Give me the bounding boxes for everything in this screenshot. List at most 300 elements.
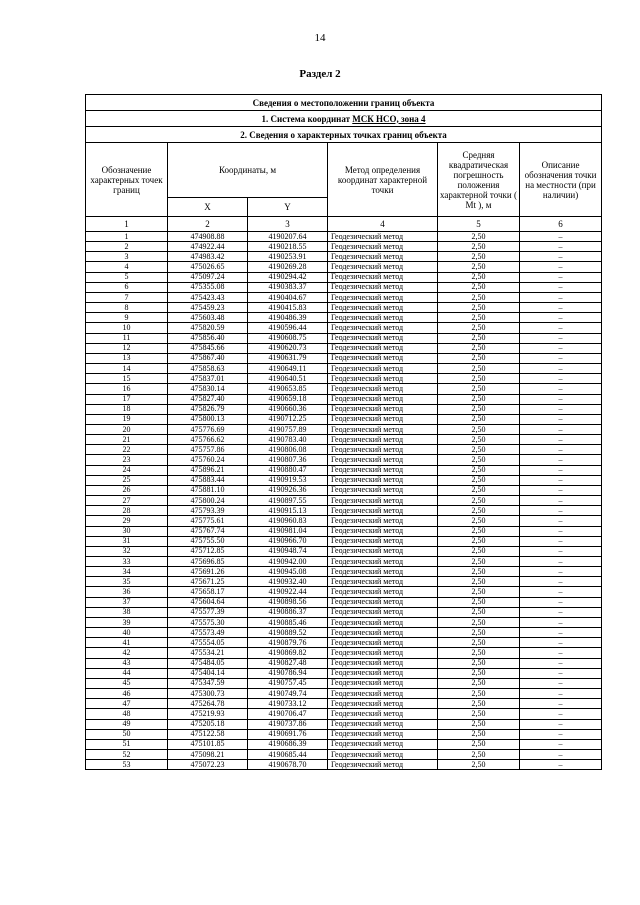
- coord-x: 475776.69: [168, 424, 248, 434]
- point-number: 22: [86, 445, 168, 455]
- accuracy: 2,50: [438, 760, 520, 770]
- description: –: [520, 242, 602, 252]
- accuracy: 2,50: [438, 638, 520, 648]
- description: –: [520, 587, 602, 597]
- description: –: [520, 374, 602, 384]
- point-number: 31: [86, 536, 168, 546]
- coord-x: 475554.05: [168, 638, 248, 648]
- coordinate-system-name: МСК НСО, зона 4: [352, 113, 426, 124]
- method: Геодезический метод: [328, 475, 438, 485]
- table-row: [86, 272, 602, 282]
- coord-x: 475484.05: [168, 658, 248, 668]
- point-number: 16: [86, 384, 168, 394]
- table-row: [86, 638, 602, 648]
- section-title: Раздел 2: [299, 68, 341, 80]
- point-number: 41: [86, 638, 168, 648]
- accuracy: 2,50: [438, 648, 520, 658]
- accuracy: 2,50: [438, 353, 520, 363]
- table-row: [86, 658, 602, 668]
- point-number: 1: [86, 232, 168, 242]
- coord-y: 4190757.89: [248, 424, 328, 434]
- coord-y: 4190981.04: [248, 526, 328, 536]
- accuracy: 2,50: [438, 516, 520, 526]
- method: Геодезический метод: [328, 567, 438, 577]
- coord-x: 475122.58: [168, 729, 248, 739]
- method: Геодезический метод: [328, 506, 438, 516]
- coord-y: 4190869.82: [248, 648, 328, 658]
- coord-y: 4190653.85: [248, 384, 328, 394]
- characteristic-points-heading: 2. Сведения о характерных точках границ объекта: [86, 127, 602, 143]
- accuracy: 2,50: [438, 394, 520, 404]
- point-number: 17: [86, 394, 168, 404]
- description: –: [520, 353, 602, 363]
- coord-y: 4190733.12: [248, 699, 328, 709]
- point-number: 42: [86, 648, 168, 658]
- accuracy: 2,50: [438, 414, 520, 424]
- point-number: 6: [86, 282, 168, 292]
- coord-y: 4190659.18: [248, 394, 328, 404]
- accuracy: 2,50: [438, 689, 520, 699]
- method: Геодезический метод: [328, 282, 438, 292]
- coord-x: 475026.65: [168, 262, 248, 272]
- header-description: Описание обозначения точки на местности (при наличии): [520, 143, 602, 217]
- description: –: [520, 404, 602, 414]
- coord-y: 4190294.42: [248, 272, 328, 282]
- description: –: [520, 445, 602, 455]
- coord-x: 475671.25: [168, 577, 248, 587]
- description: –: [520, 384, 602, 394]
- point-number: 36: [86, 587, 168, 597]
- coord-x: 475858.63: [168, 364, 248, 374]
- table-row: [86, 699, 602, 709]
- accuracy: 2,50: [438, 536, 520, 546]
- table-row: [86, 475, 602, 485]
- table-row: [86, 628, 602, 638]
- description: –: [520, 668, 602, 678]
- header-y: Y: [248, 198, 328, 217]
- coord-x: 475830.14: [168, 384, 248, 394]
- description: –: [520, 414, 602, 424]
- method: Геодезический метод: [328, 709, 438, 719]
- coord-x: 475827.40: [168, 394, 248, 404]
- object-boundaries-heading: Сведения о местоположении границ объекта: [86, 95, 602, 111]
- coord-y: 4190712.25: [248, 414, 328, 424]
- point-number: 33: [86, 557, 168, 567]
- table-row: [86, 546, 602, 556]
- point-number: 44: [86, 668, 168, 678]
- method: Геодезический метод: [328, 252, 438, 262]
- description: –: [520, 333, 602, 343]
- coord-x: 474983.42: [168, 252, 248, 262]
- coord-x: 475300.73: [168, 689, 248, 699]
- method: Геодезический метод: [328, 739, 438, 749]
- point-number: 40: [86, 628, 168, 638]
- coord-x: 475856.40: [168, 333, 248, 343]
- method: Геодезический метод: [328, 424, 438, 434]
- table-row: [86, 353, 602, 363]
- coord-x: 475793.39: [168, 506, 248, 516]
- description: –: [520, 577, 602, 587]
- header-point-designation: Обозначение характерных точек границ: [86, 143, 168, 217]
- method: Геодезический метод: [328, 414, 438, 424]
- description: –: [520, 607, 602, 617]
- table-row: [86, 333, 602, 343]
- accuracy: 2,50: [438, 435, 520, 445]
- table-row: [86, 496, 602, 506]
- table-row: [86, 424, 602, 434]
- header-x: X: [168, 198, 248, 217]
- coord-x: 475767.74: [168, 526, 248, 536]
- method: Геодезический метод: [328, 760, 438, 770]
- coord-y: 4190691.76: [248, 729, 328, 739]
- table-row: [86, 678, 602, 688]
- method: Геодезический метод: [328, 272, 438, 282]
- description: –: [520, 638, 602, 648]
- accuracy: 2,50: [438, 597, 520, 607]
- description: –: [520, 689, 602, 699]
- table-row: [86, 597, 602, 607]
- coord-x: 475347.59: [168, 678, 248, 688]
- method: Геодезический метод: [328, 597, 438, 607]
- point-number: 11: [86, 333, 168, 343]
- coord-x: 475205.18: [168, 719, 248, 729]
- description: –: [520, 496, 602, 506]
- description: –: [520, 323, 602, 333]
- coord-x: 474922.44: [168, 242, 248, 252]
- description: –: [520, 719, 602, 729]
- coord-y: 4190932.40: [248, 577, 328, 587]
- coord-x: 475712.85: [168, 546, 248, 556]
- point-number: 10: [86, 323, 168, 333]
- table-row: [86, 577, 602, 587]
- coord-x: 475534.21: [168, 648, 248, 658]
- table-row: [86, 709, 602, 719]
- table-row: [86, 384, 602, 394]
- accuracy: 2,50: [438, 749, 520, 759]
- coord-x: 475264.78: [168, 699, 248, 709]
- description: –: [520, 424, 602, 434]
- method: Геодезический метод: [328, 374, 438, 384]
- table-row: [86, 607, 602, 617]
- table-row: [86, 282, 602, 292]
- method: Геодезический метод: [328, 313, 438, 323]
- method: Геодезический метод: [328, 638, 438, 648]
- coord-x: 475845.66: [168, 343, 248, 353]
- coord-y: 4190966.70: [248, 536, 328, 546]
- coord-y: 4190960.83: [248, 516, 328, 526]
- coord-x: 475820.59: [168, 323, 248, 333]
- method: Геодезический метод: [328, 648, 438, 658]
- point-number: 50: [86, 729, 168, 739]
- accuracy: 2,50: [438, 313, 520, 323]
- column-number: 2: [168, 217, 248, 232]
- column-number: 5: [438, 217, 520, 232]
- coord-y: 4190737.86: [248, 719, 328, 729]
- table-row: [86, 587, 602, 597]
- coordinate-system-prefix: 1. Система координат: [261, 113, 353, 124]
- coord-x: 475219.93: [168, 709, 248, 719]
- coord-x: 475355.08: [168, 282, 248, 292]
- coord-y: 4190919.53: [248, 475, 328, 485]
- description: –: [520, 557, 602, 567]
- method: Геодезический метод: [328, 557, 438, 567]
- point-number: 19: [86, 414, 168, 424]
- coord-y: 4190897.55: [248, 496, 328, 506]
- table-row: [86, 374, 602, 384]
- table-row: [86, 729, 602, 739]
- method: Геодезический метод: [328, 262, 438, 272]
- coord-y: 4190757.45: [248, 678, 328, 688]
- point-number: 26: [86, 485, 168, 495]
- method: Геодезический метод: [328, 404, 438, 414]
- coord-x: 475573.49: [168, 628, 248, 638]
- description: –: [520, 465, 602, 475]
- point-number: 9: [86, 313, 168, 323]
- coord-x: 475766.62: [168, 435, 248, 445]
- table-row: [86, 323, 602, 333]
- description: –: [520, 455, 602, 465]
- point-number: 15: [86, 374, 168, 384]
- point-number: 39: [86, 617, 168, 627]
- description: –: [520, 516, 602, 526]
- method: Геодезический метод: [328, 516, 438, 526]
- table-row: [86, 567, 602, 577]
- accuracy: 2,50: [438, 232, 520, 242]
- column-number: 6: [520, 217, 602, 232]
- point-number: 21: [86, 435, 168, 445]
- description: –: [520, 729, 602, 739]
- table-row: [86, 364, 602, 374]
- boundary-points-table: [85, 94, 602, 770]
- coord-x: 475867.40: [168, 353, 248, 363]
- table-row: [86, 252, 602, 262]
- method: Геодезический метод: [328, 749, 438, 759]
- accuracy: 2,50: [438, 272, 520, 282]
- description: –: [520, 546, 602, 556]
- table-row: [86, 435, 602, 445]
- description: –: [520, 617, 602, 627]
- description: –: [520, 475, 602, 485]
- coord-x: 475800.13: [168, 414, 248, 424]
- point-number: 28: [86, 506, 168, 516]
- coord-x: 475883.44: [168, 475, 248, 485]
- coord-y: 4190596.44: [248, 323, 328, 333]
- method: Геодезический метод: [328, 719, 438, 729]
- accuracy: 2,50: [438, 668, 520, 678]
- point-number: 12: [86, 343, 168, 353]
- accuracy: 2,50: [438, 628, 520, 638]
- coord-y: 4190879.76: [248, 638, 328, 648]
- coord-y: 4190486.39: [248, 313, 328, 323]
- table-row: [86, 617, 602, 627]
- table-row: [86, 749, 602, 759]
- accuracy: 2,50: [438, 739, 520, 749]
- coord-x: 475691.26: [168, 567, 248, 577]
- description: –: [520, 658, 602, 668]
- coord-x: 475577.39: [168, 607, 248, 617]
- coord-x: 475097.24: [168, 272, 248, 282]
- accuracy: 2,50: [438, 424, 520, 434]
- coord-y: 4190786.94: [248, 668, 328, 678]
- point-number: 7: [86, 292, 168, 302]
- description: –: [520, 739, 602, 749]
- accuracy: 2,50: [438, 496, 520, 506]
- accuracy: 2,50: [438, 567, 520, 577]
- point-number: 25: [86, 475, 168, 485]
- method: Геодезический метод: [328, 303, 438, 313]
- accuracy: 2,50: [438, 485, 520, 495]
- accuracy: 2,50: [438, 404, 520, 414]
- table-row: [86, 313, 602, 323]
- method: Геодезический метод: [328, 364, 438, 374]
- accuracy: 2,50: [438, 343, 520, 353]
- header-coordinates: Координаты, м: [168, 143, 328, 198]
- description: –: [520, 749, 602, 759]
- table-row: [86, 414, 602, 424]
- coord-x: 475404.14: [168, 668, 248, 678]
- coord-x: 475837.01: [168, 374, 248, 384]
- table-row: [86, 343, 602, 353]
- description: –: [520, 435, 602, 445]
- method: Геодезический метод: [328, 607, 438, 617]
- method: Геодезический метод: [328, 587, 438, 597]
- method: Геодезический метод: [328, 333, 438, 343]
- description: –: [520, 567, 602, 577]
- method: Геодезический метод: [328, 485, 438, 495]
- method: Геодезический метод: [328, 496, 438, 506]
- coord-x: 475896.21: [168, 465, 248, 475]
- accuracy: 2,50: [438, 282, 520, 292]
- coord-y: 4190253.91: [248, 252, 328, 262]
- table-row: [86, 394, 602, 404]
- description: –: [520, 292, 602, 302]
- description: –: [520, 394, 602, 404]
- table-row: [86, 648, 602, 658]
- method: Геодезический метод: [328, 343, 438, 353]
- method: Геодезический метод: [328, 445, 438, 455]
- point-number: 47: [86, 699, 168, 709]
- point-number: 49: [86, 719, 168, 729]
- description: –: [520, 272, 602, 282]
- table-row: [86, 465, 602, 475]
- coord-y: 4190383.37: [248, 282, 328, 292]
- point-number: 20: [86, 424, 168, 434]
- coord-y: 4190218.55: [248, 242, 328, 252]
- column-number: 1: [86, 217, 168, 232]
- accuracy: 2,50: [438, 546, 520, 556]
- table-row: [86, 404, 602, 414]
- method: Геодезический метод: [328, 658, 438, 668]
- coord-y: 4190889.52: [248, 628, 328, 638]
- coord-y: 4190269.28: [248, 262, 328, 272]
- description: –: [520, 709, 602, 719]
- method: Геодезический метод: [328, 689, 438, 699]
- point-number: 14: [86, 364, 168, 374]
- table-row: [86, 739, 602, 749]
- coord-x: 475098.21: [168, 749, 248, 759]
- coord-x: 475423.43: [168, 292, 248, 302]
- point-number: 35: [86, 577, 168, 587]
- column-number: 4: [328, 217, 438, 232]
- point-number: 34: [86, 567, 168, 577]
- table-row: [86, 455, 602, 465]
- accuracy: 2,50: [438, 445, 520, 455]
- accuracy: 2,50: [438, 465, 520, 475]
- coord-y: 4190749.74: [248, 689, 328, 699]
- method: Геодезический метод: [328, 546, 438, 556]
- coord-x: 475575.30: [168, 617, 248, 627]
- point-number: 30: [86, 526, 168, 536]
- table-row: [86, 262, 602, 272]
- accuracy: 2,50: [438, 364, 520, 374]
- accuracy: 2,50: [438, 729, 520, 739]
- description: –: [520, 232, 602, 242]
- description: –: [520, 597, 602, 607]
- coord-y: 4190678.70: [248, 760, 328, 770]
- method: Геодезический метод: [328, 628, 438, 638]
- table-row: [86, 689, 602, 699]
- coord-y: 4190915.13: [248, 506, 328, 516]
- coord-y: 4190945.08: [248, 567, 328, 577]
- accuracy: 2,50: [438, 262, 520, 272]
- coord-y: 4190207.64: [248, 232, 328, 242]
- coord-y: 4190640.51: [248, 374, 328, 384]
- method: Геодезический метод: [328, 323, 438, 333]
- accuracy: 2,50: [438, 384, 520, 394]
- coord-y: 4190706.47: [248, 709, 328, 719]
- coord-y: 4190886.37: [248, 607, 328, 617]
- column-number: 3: [248, 217, 328, 232]
- table-row: [86, 292, 602, 302]
- table-row: [86, 536, 602, 546]
- point-number: 24: [86, 465, 168, 475]
- method: Геодезический метод: [328, 526, 438, 536]
- coord-y: 4190922.44: [248, 587, 328, 597]
- point-number: 18: [86, 404, 168, 414]
- coord-y: 4190898.56: [248, 597, 328, 607]
- method: Геодезический метод: [328, 292, 438, 302]
- description: –: [520, 678, 602, 688]
- table-row: [86, 668, 602, 678]
- point-number: 2: [86, 242, 168, 252]
- method: Геодезический метод: [328, 455, 438, 465]
- coord-x: 475101.85: [168, 739, 248, 749]
- method: Геодезический метод: [328, 242, 438, 252]
- header-method: Метод определения координат характерной точки: [328, 143, 438, 217]
- coordinate-system-heading: [86, 111, 602, 127]
- method: Геодезический метод: [328, 536, 438, 546]
- method: Геодезический метод: [328, 577, 438, 587]
- table-row: [86, 506, 602, 516]
- description: –: [520, 313, 602, 323]
- accuracy: 2,50: [438, 333, 520, 343]
- coord-y: 4190660.36: [248, 404, 328, 414]
- point-number: 27: [86, 496, 168, 506]
- table-row: [86, 485, 602, 495]
- coord-y: 4190685.44: [248, 749, 328, 759]
- method: Геодезический метод: [328, 617, 438, 627]
- table-row: [86, 445, 602, 455]
- coord-y: 4190415.83: [248, 303, 328, 313]
- description: –: [520, 282, 602, 292]
- coord-x: 475826.79: [168, 404, 248, 414]
- table-row: [86, 516, 602, 526]
- coord-x: 475760.24: [168, 455, 248, 465]
- coord-y: 4190880.47: [248, 465, 328, 475]
- description: –: [520, 364, 602, 374]
- coord-y: 4190783.40: [248, 435, 328, 445]
- table-row: [86, 526, 602, 536]
